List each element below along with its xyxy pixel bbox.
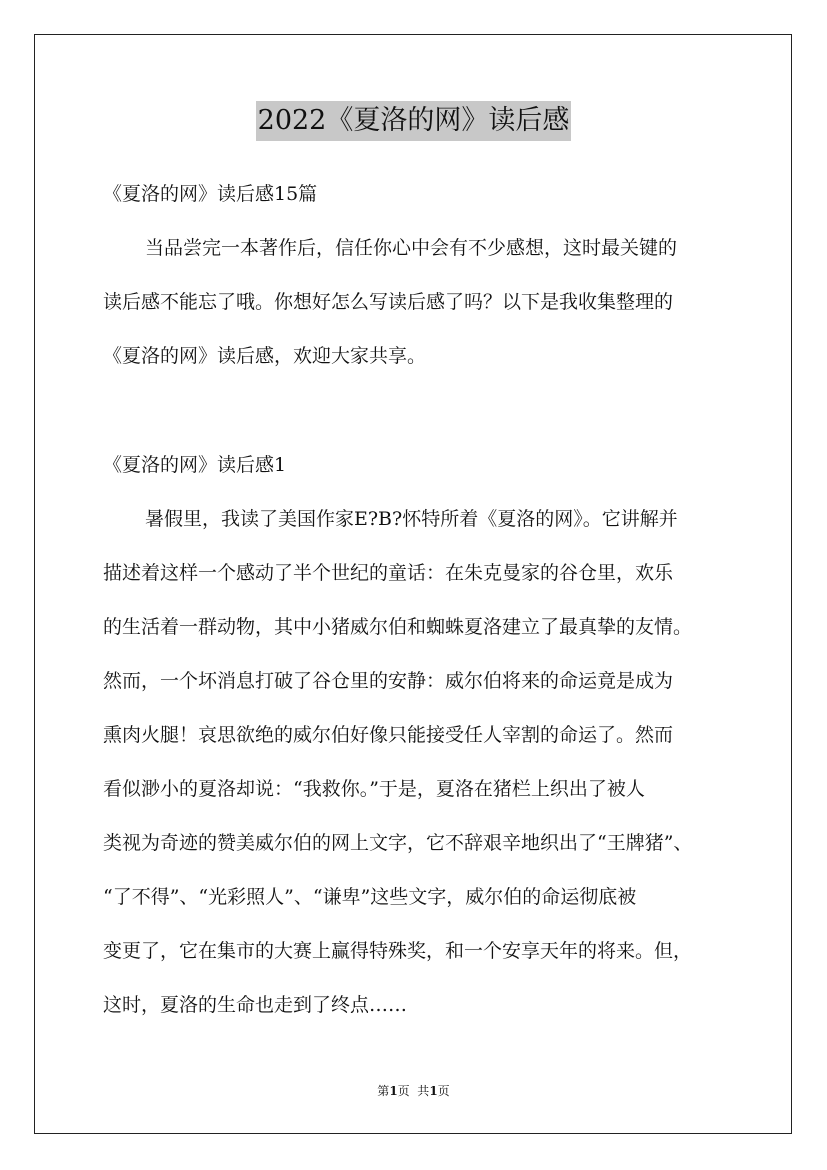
body-line-7: 类视为奇迹的赞美威尔伯的网上文字，它不辞艰辛地织出了“王牌猪”、 [103, 832, 693, 854]
intro-line-3: 《夏洛的网》读后感，欢迎大家共享。 [103, 345, 427, 367]
footer-page-mid: 页 共 [397, 1084, 430, 1098]
footer-page-total: 1 [429, 1084, 438, 1098]
document-title: 2022《夏洛的网》读后感 [256, 101, 572, 141]
page-footer [0, 1083, 827, 1099]
body-line-5: 熏肉火腿！哀思欲绝的威尔伯好像只能接受任人宰割的命运了。然而 [103, 724, 674, 746]
body-line-1: 暑假里，我读了美国作家E?B?怀特所着《夏洛的网》。它讲解并 [145, 508, 678, 530]
footer-page-suffix: 页 [437, 1084, 450, 1098]
body-line-6: 看似渺小的夏洛却说：“我救你。”于是，夏洛在猪栏上织出了被人 [103, 778, 645, 800]
intro-line-2: 读后感不能忘了哦。你想好怎么写读后感了吗？以下是我收集整理的 [103, 291, 674, 313]
intro-line-1: 当品尝完一本著作后，信任你心中会有不少感想，这时最关键的 [145, 237, 678, 259]
section-heading: 《夏洛的网》读后感1 [103, 454, 287, 476]
subtitle: 《夏洛的网》读后感15篇 [103, 183, 318, 205]
body-line-3: 的生活着一群动物，其中小猪威尔伯和蜘蛛夏洛建立了最真挚的友情。 [103, 616, 693, 638]
footer-page-prefix: 第 [377, 1084, 390, 1098]
body-line-9: 变更了，它在集市的大赛上赢得特殊奖，和一个安享天年的将来。但， [103, 940, 693, 962]
footer-page-number: 1 [389, 1084, 398, 1098]
title-container [0, 101, 827, 141]
body-line-2: 描述着这样一个感动了半个世纪的童话：在朱克曼家的谷仓里，欢乐 [103, 562, 674, 584]
body-line-8: “了不得”、“光彩照人”、“谦卑”这些文字，威尔伯的命运彻底被 [103, 886, 637, 908]
body-line-4: 然而，一个坏消息打破了谷仓里的安静：威尔伯将来的命运竟是成为 [103, 670, 674, 692]
body-line-10: 这时，夏洛的生命也走到了终点…… [103, 994, 408, 1016]
